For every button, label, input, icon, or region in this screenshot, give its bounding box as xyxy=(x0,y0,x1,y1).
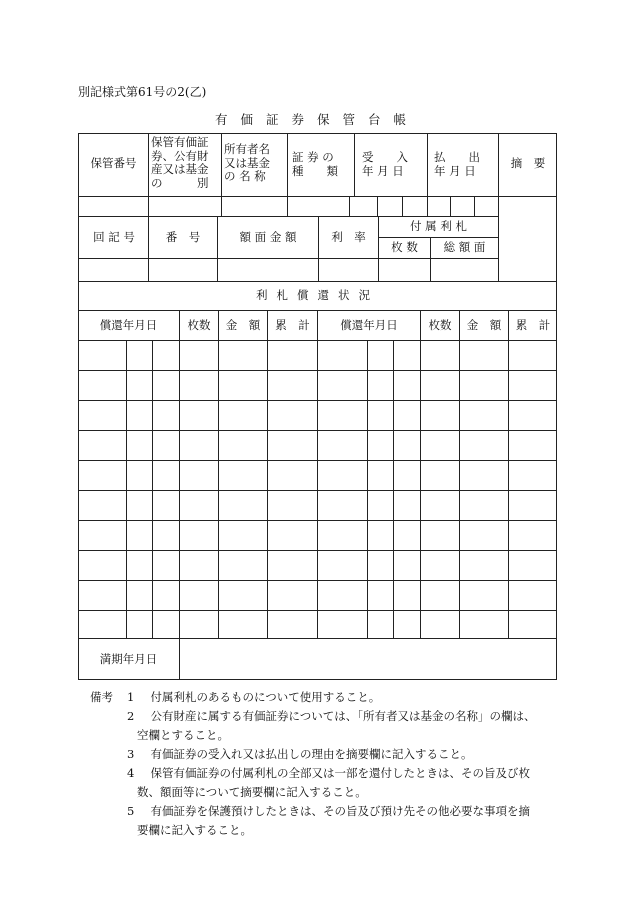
ledger-grid xyxy=(78,133,557,680)
ledger-table xyxy=(78,133,557,680)
detail-total-face: 総 額 面 xyxy=(443,240,486,255)
col-redemption-date-2: 償還年月日 xyxy=(340,317,398,332)
header-category: 保管有価証 券、公有財 産又は基金 の 別 xyxy=(151,135,209,190)
ledger-title: 有価証券保管台帳 xyxy=(214,112,419,127)
detail-face-amount: 額 面 金 額 xyxy=(239,230,297,245)
col-count-2: 枚数 xyxy=(428,317,452,332)
detail-count: 枚 数 xyxy=(391,240,418,255)
detail-register-no: 回 記 号 xyxy=(93,230,135,245)
note-item: 5 有価証券を保護預けしたときは、その旨及び預け先その他必要な事項を摘 要欄に記入すること。 xyxy=(127,804,530,837)
header-paid-out: 払 出 年 月 日 xyxy=(434,150,480,178)
detail-coupon: 付 属 利 札 xyxy=(410,219,467,234)
col-cumulative-2: 累 計 xyxy=(515,317,551,332)
notes-lead: 備考 xyxy=(90,690,113,704)
detail-number: 番 号 xyxy=(165,230,201,245)
col-count-1: 枚数 xyxy=(187,317,211,332)
note-item: 1 付属利札のあるものについて使用すること。 xyxy=(127,690,381,704)
form-number: 別記様式第61号の2(乙) xyxy=(78,85,207,99)
note-item: 3 有価証券の受入れ又は払出しの理由を摘要欄に記入すること。 xyxy=(127,747,473,761)
header-owner: 所有者名 又は基金 の 名 称 xyxy=(224,142,270,183)
redemption-title: 利札償還状況 xyxy=(256,288,379,303)
note-item: 2 公有財産に属する有価証券については、「所有者又は基金の名称」の欄は、 空欄とすること。 xyxy=(127,709,536,742)
col-redemption-date-1: 償還年月日 xyxy=(99,317,158,332)
note-item: 4 保管有価証券の付属利札の全部又は一部を還付したときは、その旨及び枚 数、額面等について摘要欄に記入すること。 xyxy=(127,766,530,799)
maturity-date-label: 満期年月日 xyxy=(99,651,158,666)
header-kind: 証 券 の 種 類 xyxy=(292,150,338,178)
detail-rate: 利 率 xyxy=(331,230,366,245)
header-summary: 摘 要 xyxy=(510,156,546,171)
col-amount-1: 金 額 xyxy=(225,317,261,332)
col-amount-2: 金 額 xyxy=(466,317,502,332)
col-cumulative-1: 累 計 xyxy=(275,317,310,332)
header-storage-no: 保管番号 xyxy=(90,156,137,171)
header-received: 受 入 年 月 日 xyxy=(362,150,408,178)
